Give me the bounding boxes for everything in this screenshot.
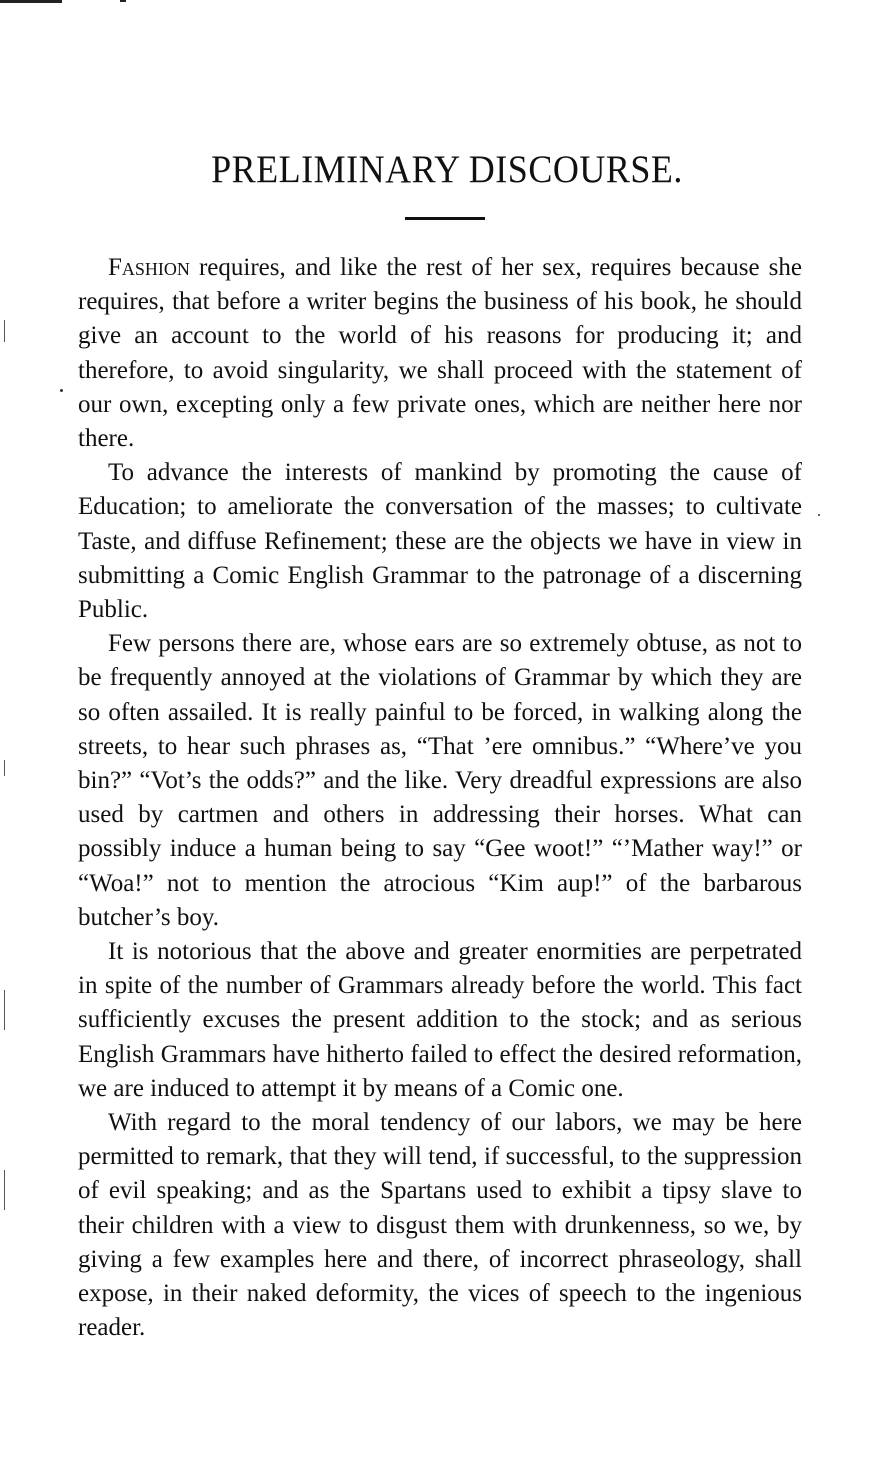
- paragraph-text: It is notorious that the above and greater enormities are perpetrated in spite of the number of Grammars already before the world. This fact sufficiently excuses the present addition to the stock; and as serious English Grammars have hitherto failed to effect the desired reformation, we are induced to attempt it by means of a Comic one.: [78, 938, 802, 1102]
- scan-top-mark: [0, 0, 62, 3]
- scan-edge-mark: [4, 760, 5, 776]
- paragraph-text: requires, and like the rest of her sex, requires because she requires, that before a writer begins the business of his book, he should give an account to the world of his reasons for producing it; and therefore, to avoid singularity, we shall proceed with the statement of our own, excepting only a few private ones, which are neither here nor there.: [78, 254, 802, 453]
- paragraph-text: Few persons there are, whose ears are so extremely obtuse, as not to be frequently annoyed at the violations of Grammar by which they are so often assailed. It is really painful to be forced, in walking along the streets, to hear such phrases as, “That ’ere omnibus.” “Where’ve you bin?” “Vot’s the odds?” and the like. Very dreadful expressions are also used by cartmen and others in addressing their horses. What can possibly induce a human being to say “Gee woot!” “’Mather way!” or “Woa!” not to mention the atrocious “Kim aup!” of the barbarous butcher’s boy.: [78, 630, 802, 931]
- scan-speck: [60, 389, 63, 392]
- paragraph-text: With regard to the moral tendency of our labors, we may be here permitted to remark, that they will tend, if successful, to the suppression of evil speaking; and as the Spartans used to exhibit a tipsy slave to their children with a view to disgust them with drunkenness, so we, by giving a few examples here and there, of incorrect phraseology, shall expose, in their naked deformity, the vices of speech to the ingenious reader.: [78, 1109, 802, 1342]
- title-rule: [405, 217, 485, 220]
- body-text: [78, 251, 802, 1346]
- scan-edge-mark: [4, 320, 5, 342]
- page-title: PRELIMINARY DISCOURSE.: [211, 147, 683, 191]
- scan-edge-mark: [4, 990, 5, 1030]
- scan-edge-mark: [4, 1170, 5, 1210]
- paragraph-5: [78, 1106, 802, 1345]
- scan-top-mark-small: [120, 0, 126, 2]
- paragraph-text: To advance the interests of mankind by promoting the cause of Education; to ameliorate the conversation of the masses; to cultivate Taste, and diffuse Refinement; these are the objects we have in view in submitting a Comic English Grammar to the patronage of a discerning Public.: [78, 459, 802, 624]
- drop-lead-word: Fashion: [108, 254, 190, 281]
- paragraph-2: [78, 456, 802, 627]
- paragraph-3: [78, 627, 802, 935]
- paragraph-4: [78, 935, 802, 1106]
- scan-speck: [818, 514, 820, 516]
- paragraph-1: [78, 251, 802, 456]
